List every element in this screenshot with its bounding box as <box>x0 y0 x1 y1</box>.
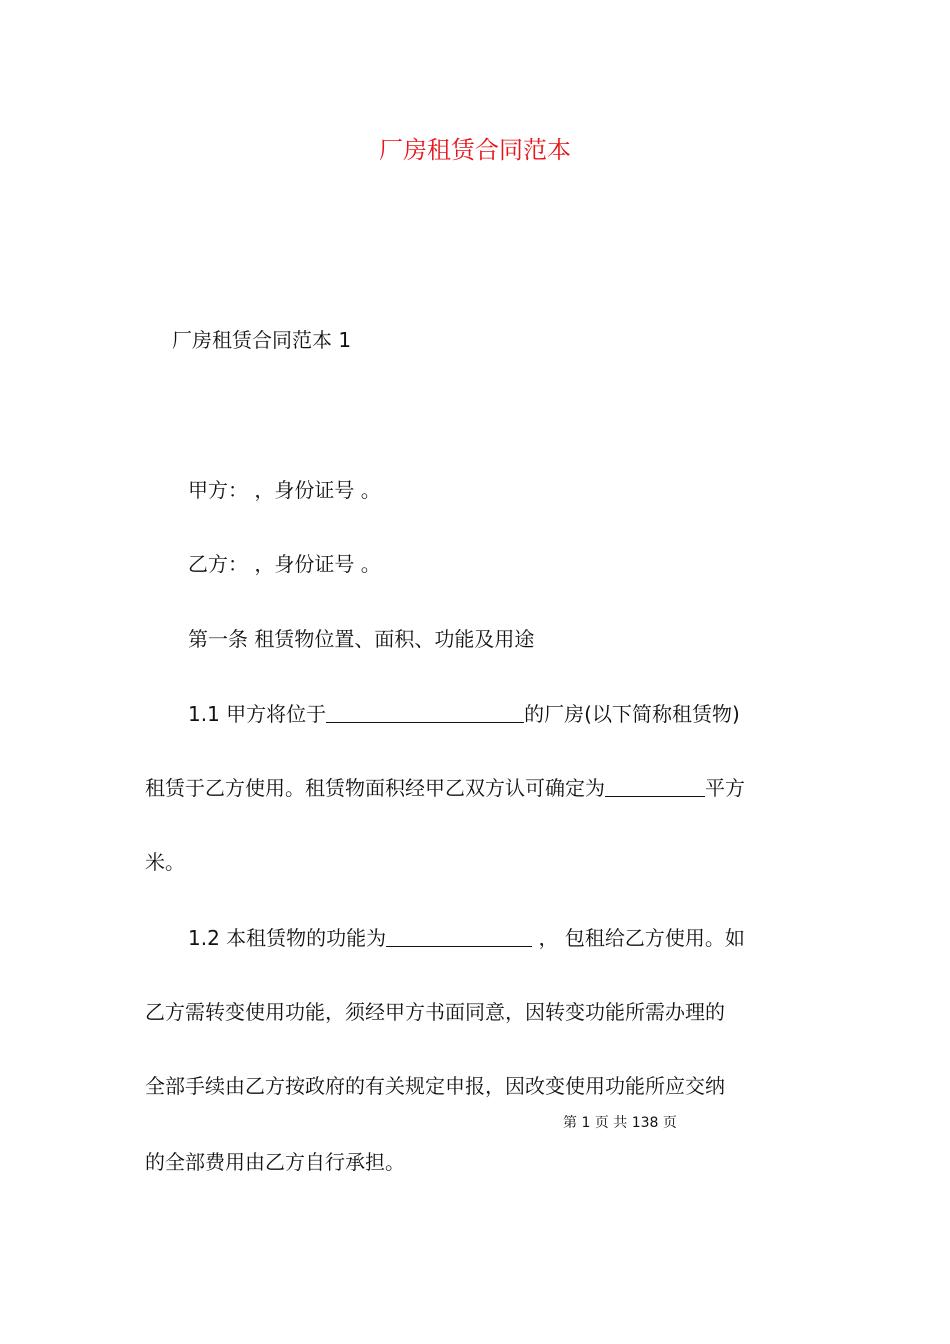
clause-1-2-prefix: 1.2 本租赁物的功能为 <box>188 926 387 950</box>
area-blank <box>605 776 705 797</box>
clause-1-1-suffix: 的厂房(以下简称租赁物) <box>524 702 740 726</box>
clause-1-2-suffix: ， 包租给乙方使用。如 <box>532 926 745 950</box>
clause-1-2-line-2: 乙方需转变使用功能，须经甲方书面同意，因转变功能所需办理的 <box>145 1000 725 1024</box>
party-a-line: 甲方： ，身份证号 。 <box>188 478 381 502</box>
section-heading: 厂房租赁合同范本 1 <box>172 328 352 352</box>
clause-1-2-line-4: 的全部费用由乙方自行承担。 <box>145 1150 405 1174</box>
clause-1-1-line-2 <box>145 774 745 802</box>
clause-1-2-line-3: 全部手续由乙方按政府的有关规定申报，因改变使用功能所应交纳 <box>145 1074 725 1098</box>
clause-1-1-line2-suffix: 平方 <box>705 776 745 800</box>
document-title: 厂房租赁合同范本 <box>379 136 571 164</box>
location-blank <box>326 702 524 723</box>
clause-1-1-line2-prefix: 租赁于乙方使用。租赁物面积经甲乙双方认可确定为 <box>145 776 605 800</box>
clause-1-2-line-1 <box>188 924 745 952</box>
function-blank <box>386 926 532 947</box>
party-b-line: 乙方： ，身份证号 。 <box>188 552 381 576</box>
clause-1-1-prefix: 1.1 甲方将位于 <box>188 702 327 726</box>
clause-1-1-line-1 <box>188 700 740 728</box>
clause-1-1-line-3: 米。 <box>145 850 185 874</box>
page-indicator: 第 1 页 共 138 页 <box>563 1115 677 1131</box>
article-1-heading: 第一条 租赁物位置、面积、功能及用途 <box>188 627 535 651</box>
